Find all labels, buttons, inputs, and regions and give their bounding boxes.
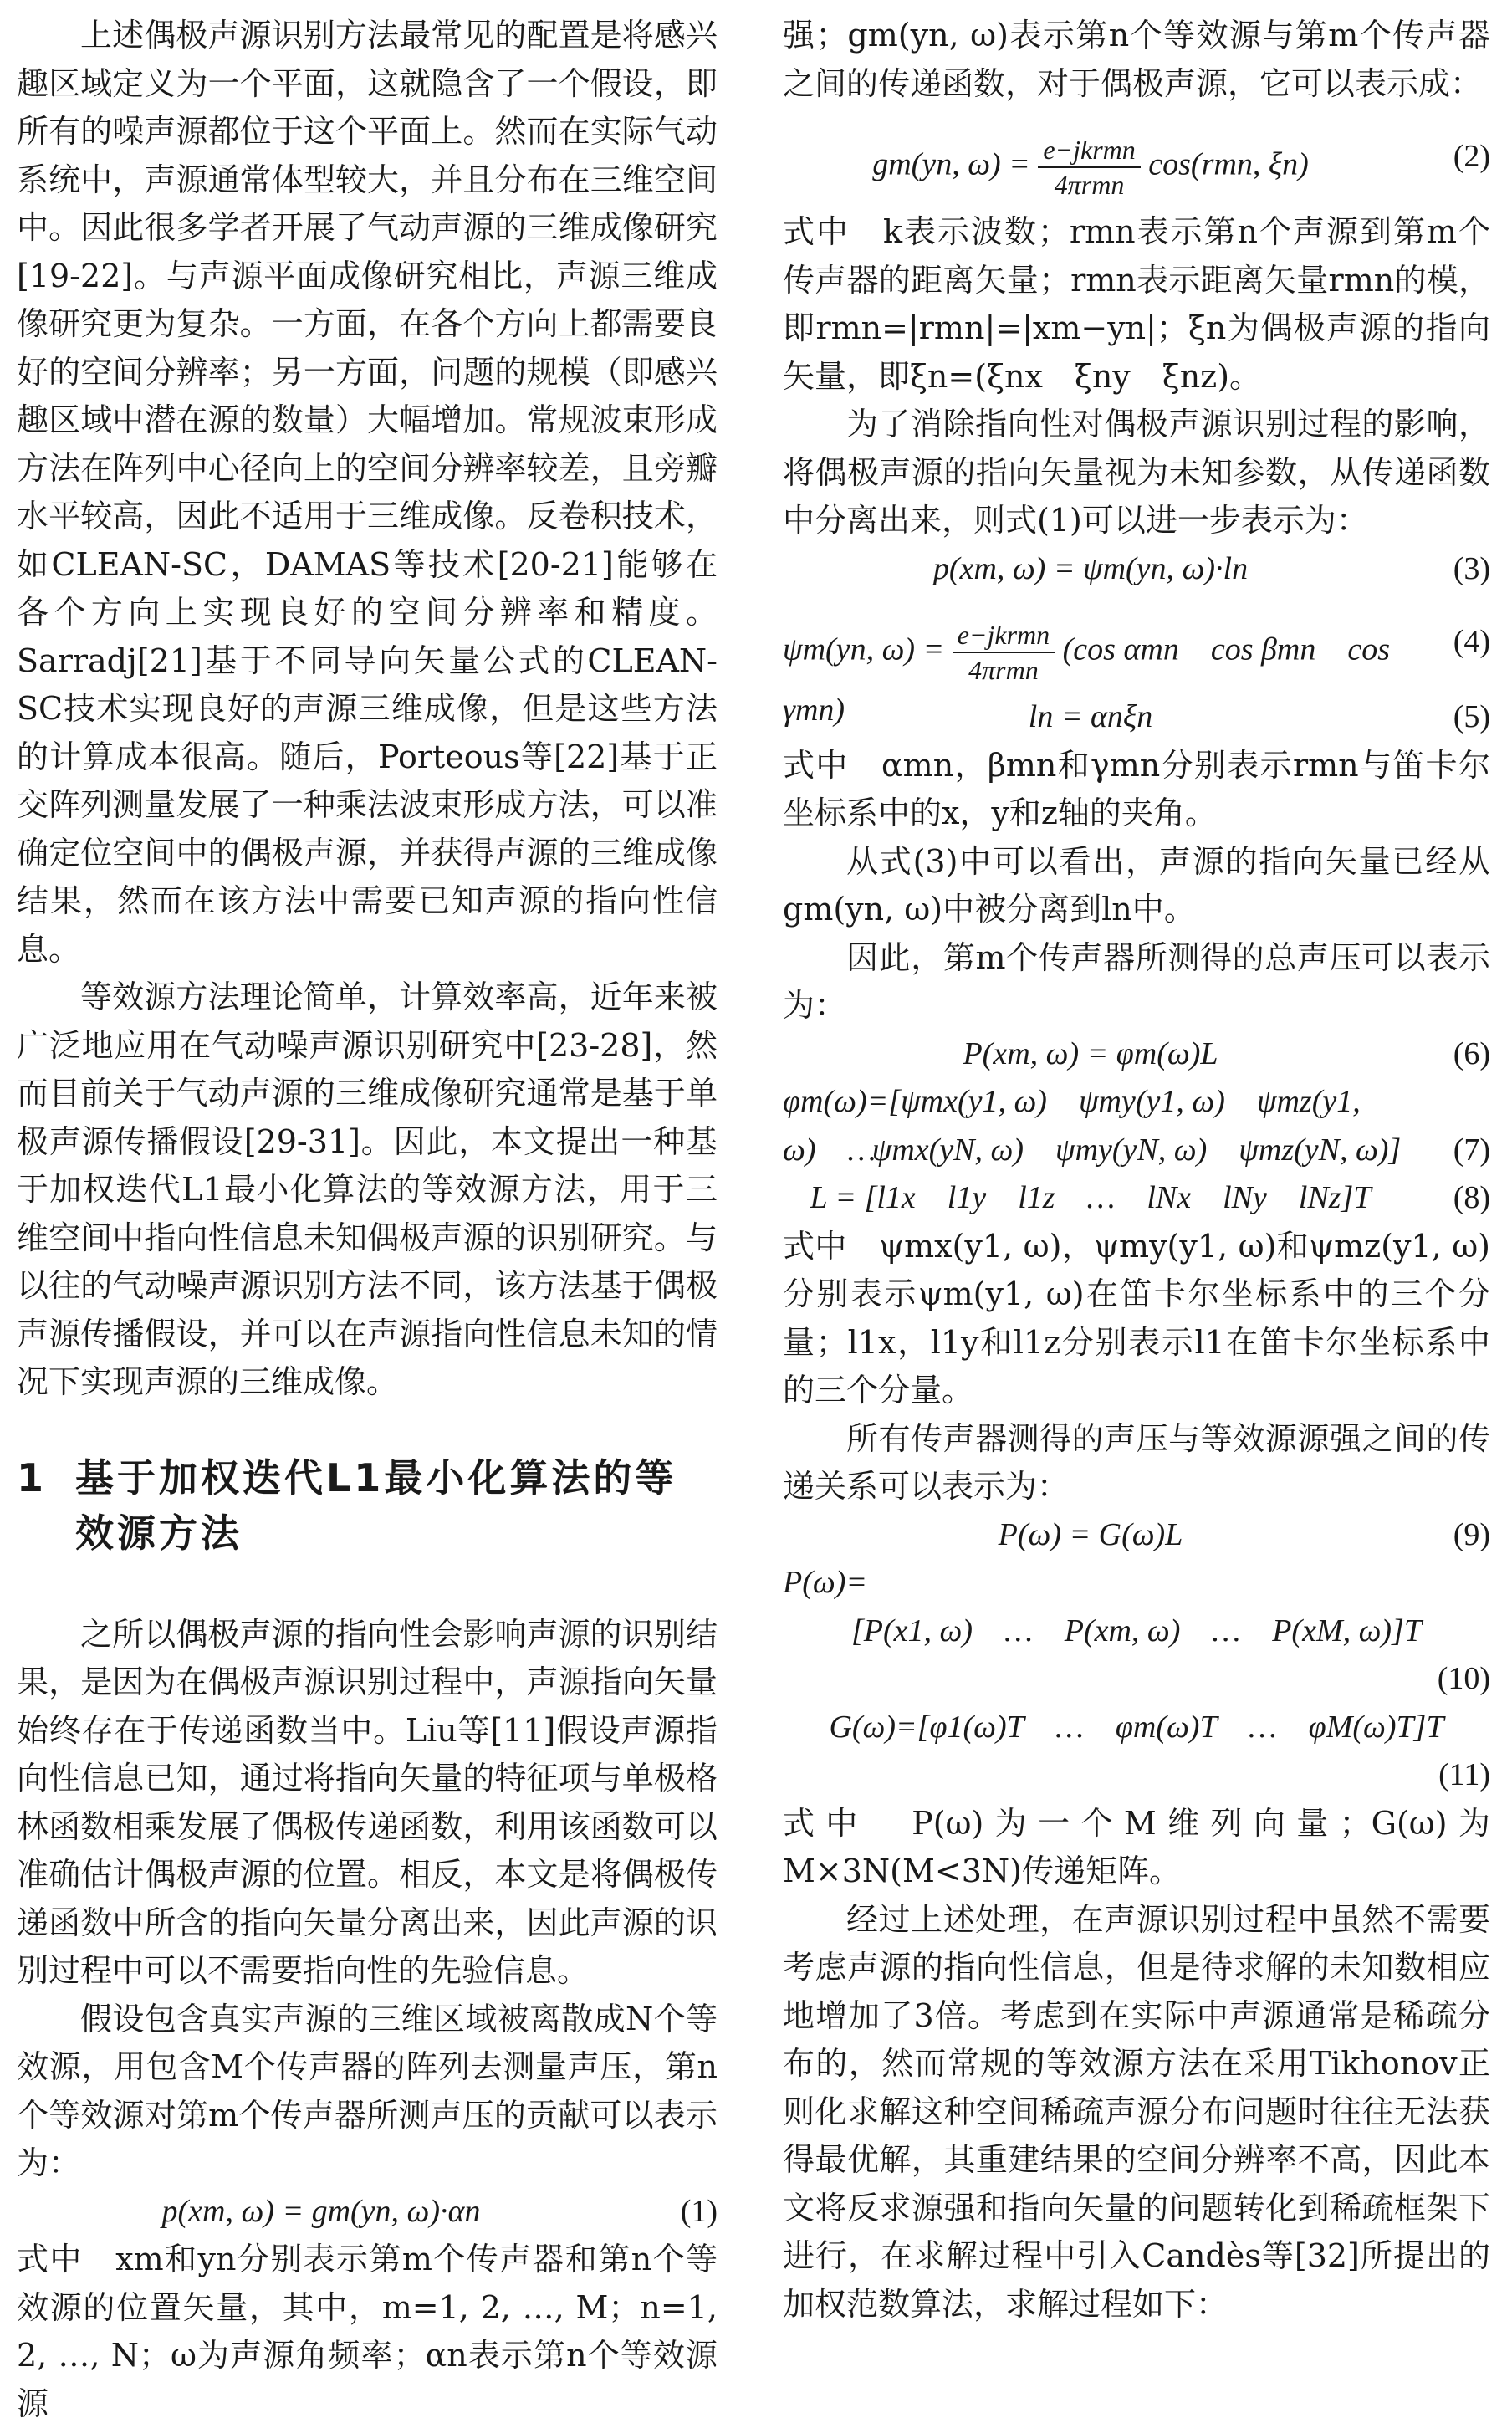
equation-11: G(ω)=[φ1(ω)T … φm(ω)T … φM(ω)T]T xyxy=(829,1709,1444,1745)
paragraph: 等效源方法理论简单，计算效率高，近年来被广泛地应用在气动噪声源识别研究中[23-28]，然而目前关于气动声源的三维成像研究通常是基于单极声源传播假设[29-31]。因此，本文提出一种基于加权迭代L1最小化算法的等效源方法，用于三维空间中指向性信息未知偶极声源的识别研究。与以往的气动噪声源识别方法不同，该方法基于偶极声源传播假设，并可以在声源指向性信息未知的情况下实现声源的三维成像。 xyxy=(17,979,718,1400)
paragraph: 因此，第m个传声器所测得的总声压可以表示为： xyxy=(783,938,1490,1024)
equation-number: (2) xyxy=(1453,139,1490,174)
paragraph: 为了消除指向性对偶极声源识别过程的影响，将偶极声源的指向矢量视为未知参数，从传递函数中分离出来，则式(1)可以进一步表示为： xyxy=(783,406,1490,539)
paragraph: 上述偶极声源识别方法最常见的配置是将感兴趣区域定义为一个平面，这就隐含了一个假设，即所有的噪声源都位于这个平面上。然而在实际气动系统中，声源通常体型较大，并且分布在三维空间中。因此很多学者开展了气动声源的三维成像研究[19-22]。与声源平面成像研究相比，声源三维成像研究更为复杂。一方面，在各个方向上都需要良好的空间分辨率；另一方面，问题的规模（即感兴趣区域中潜在源的数量）大幅增加。常规波束形成方法在阵列中心径向上的空间分辨率较差，且旁瓣水平较高，因此不适用于三维成像。反卷积技术，如CLEAN-SC，DAMAS等技术[20-21]能够在各个方向上实现良好的空间分辨率和精度。Sarradj[21]基于不同导向矢量公式的CLEAN-SC技术实现良好的声源三维成像，但是这些方法的计算成本很高。随后，Porteous等[22]基于正交阵列测量发展了一种乘法波束形成方法，可以准确定位空间中的偶极声源，并获得声源的三维成像结果，然而在该方法中需要已知声源的指向性信息。 xyxy=(17,17,718,968)
equation-5: ln = αnξn (5) xyxy=(783,693,1490,742)
equation-number: (1) xyxy=(680,2193,718,2229)
equation-number: (6) xyxy=(1453,1035,1490,1071)
section-title: 基于加权迭代L1最小化算法的等效源方法 xyxy=(75,1454,677,1556)
equation-6: P(xm, ω) = φm(ω)L (6) xyxy=(783,1030,1490,1079)
equation-7: φm(ω)=[ψmx(y1, ω) ψmy(y1, ω) ψmz(y1, ω) … ψmx(yN, ω) ψmy(yN, ω) ψmz(yN, ω)] (7) xyxy=(783,1078,1490,1174)
equation-number: (3) xyxy=(1453,550,1490,586)
paragraph: 之所以偶极声源的指向性会影响声源的识别结果，是因为在偶极声源识别过程中，声源指向矢量始终存在于传递函数当中。Liu等[11]假设声源指向性信息已知，通过将指向矢量的特征项与单极格林函数相乘发展了偶极传递函数，利用该函数可以准确估计偶极声源的位置。相反，本文是将偶极传递函数中所含的指向矢量分离出来，因此声源的识别过程中可以不需要指向性的先验信息。 xyxy=(17,1615,718,1989)
equation-4: ψm(yn, ω) = $\frac{\text{e−jkrmn}}{\text{4πrmn}}$ (cos αmn cos βmn cos γmn) (4) xyxy=(783,620,1490,728)
equation-number: (10) xyxy=(1437,1661,1490,1696)
paragraph: 所有传声器测得的声压与等效源源强之间的传递关系可以表示为： xyxy=(783,1419,1490,1505)
paragraph: 式中 k表示波数；rmn表示第n个声源到第m个传声器的距离矢量；rmn表示距离矢量rmn的模，即rmn=|rmn|=|xm−yn|；ξn为偶极声源的指向矢量，即ξn=(ξnx ξny ξnz)。 xyxy=(783,213,1490,395)
paragraph: 式中 P(ω)为一个M维列向量；G(ω)为M×3N(M<3N)传递矩阵。 xyxy=(783,1804,1490,1889)
equation-10: P(ω)= [P(x1, ω) … P(xm, ω) … P(xM, ω)]T xyxy=(783,1565,1423,1648)
equation-3: p(xm, ω) = ψm(yn, ω)·ln (3) xyxy=(783,545,1490,594)
equation-number: (4) xyxy=(1453,624,1490,659)
fraction: $\frac{\text{e−jkrmn}}{\text{4πrmn}}$ xyxy=(1038,133,1140,202)
equation-number: (7) xyxy=(1453,1132,1490,1168)
paragraph: 式中 xm和yn分别表示第m个传声器和第n个等效源的位置矢量，其中，m=1, 2, …, M；n=1, 2, …, N；ω为声源角频率；αn表示第n个等效源源 xyxy=(17,2241,718,2422)
fraction: $\frac{\text{e−jkrmn}}{\text{4πrmn}}$ xyxy=(953,618,1055,687)
equation-number: (5) xyxy=(1453,699,1490,734)
equation-number: (8) xyxy=(1453,1180,1490,1215)
equation-11-number-row xyxy=(783,1751,1490,1800)
paragraph: 假设包含真实声源的三维区域被离散成N个等效源，用包含M个传声器的阵列去测量声压，第n个等效源对第m个传声器所测声压的贡献可以表示为： xyxy=(17,2000,718,2181)
paragraph: 从式(3)中可以看出，声源的指向矢量已经从gm(yn, ω)中被分离到ln中。 xyxy=(783,842,1490,928)
left-column xyxy=(17,12,718,2428)
paragraph: 强；gm(yn, ω)表示第n个等效源与第m个传声器之间的传递函数，对于偶极声源，它可以表示成： xyxy=(783,17,1490,102)
section-number: 1 xyxy=(17,1454,44,1500)
equation-1: p(xm, ω) = gm(yn, ω)·αn (1) xyxy=(17,2188,718,2236)
equation-10-number-row xyxy=(783,1655,1490,1704)
right-column xyxy=(783,12,1490,2328)
equation-8: L = [l1x l1y l1z … lNx lNy lNz]T (8) xyxy=(783,1174,1490,1223)
equation-9: P(ω) = G(ω)L (9) xyxy=(783,1511,1490,1560)
equation-2: gm(yn, ω) = $\frac{\text{e−jkrmn}}{\text{4πrmn}}$ cos(rmn, ξn) (2) xyxy=(872,135,1490,200)
paragraph: 式中 ψmx(y1, ω)，ψmy(y1, ω)和ψmz(y1, ω)分别表示ψm(y1, ω)在笛卡尔坐标系中的三个分量；l1x，l1y和l1z分别表示l1在笛卡尔坐标系中的三个分量。 xyxy=(783,1227,1490,1408)
section-heading xyxy=(17,1450,718,1561)
equation-number: (9) xyxy=(1453,1516,1490,1552)
paragraph: 经过上述处理，在声源识别过程中虽然不需要考虑声源的指向性信息，但是待求解的未知数相应地增加了3倍。考虑到在实际中声源通常是稀疏分布的，然而常规的等效源方法在采用Tikhonov正则化求解这种空间稀疏声源分布问题时往往无法获得最优解，其重建结果的空间分辨率不高，因此本文将反求源强和指向矢量的问题转化到稀疏框架下进行，在求解过程中引入Candès等[32]所提出的加权范数算法，求解过程如下： xyxy=(783,1900,1490,2323)
equation-number: (11) xyxy=(1438,1757,1490,1792)
paragraph: 式中 αmn，βmn和γmn分别表示rmn与笛卡尔坐标系中的x，y和z轴的夹角。 xyxy=(783,746,1490,831)
